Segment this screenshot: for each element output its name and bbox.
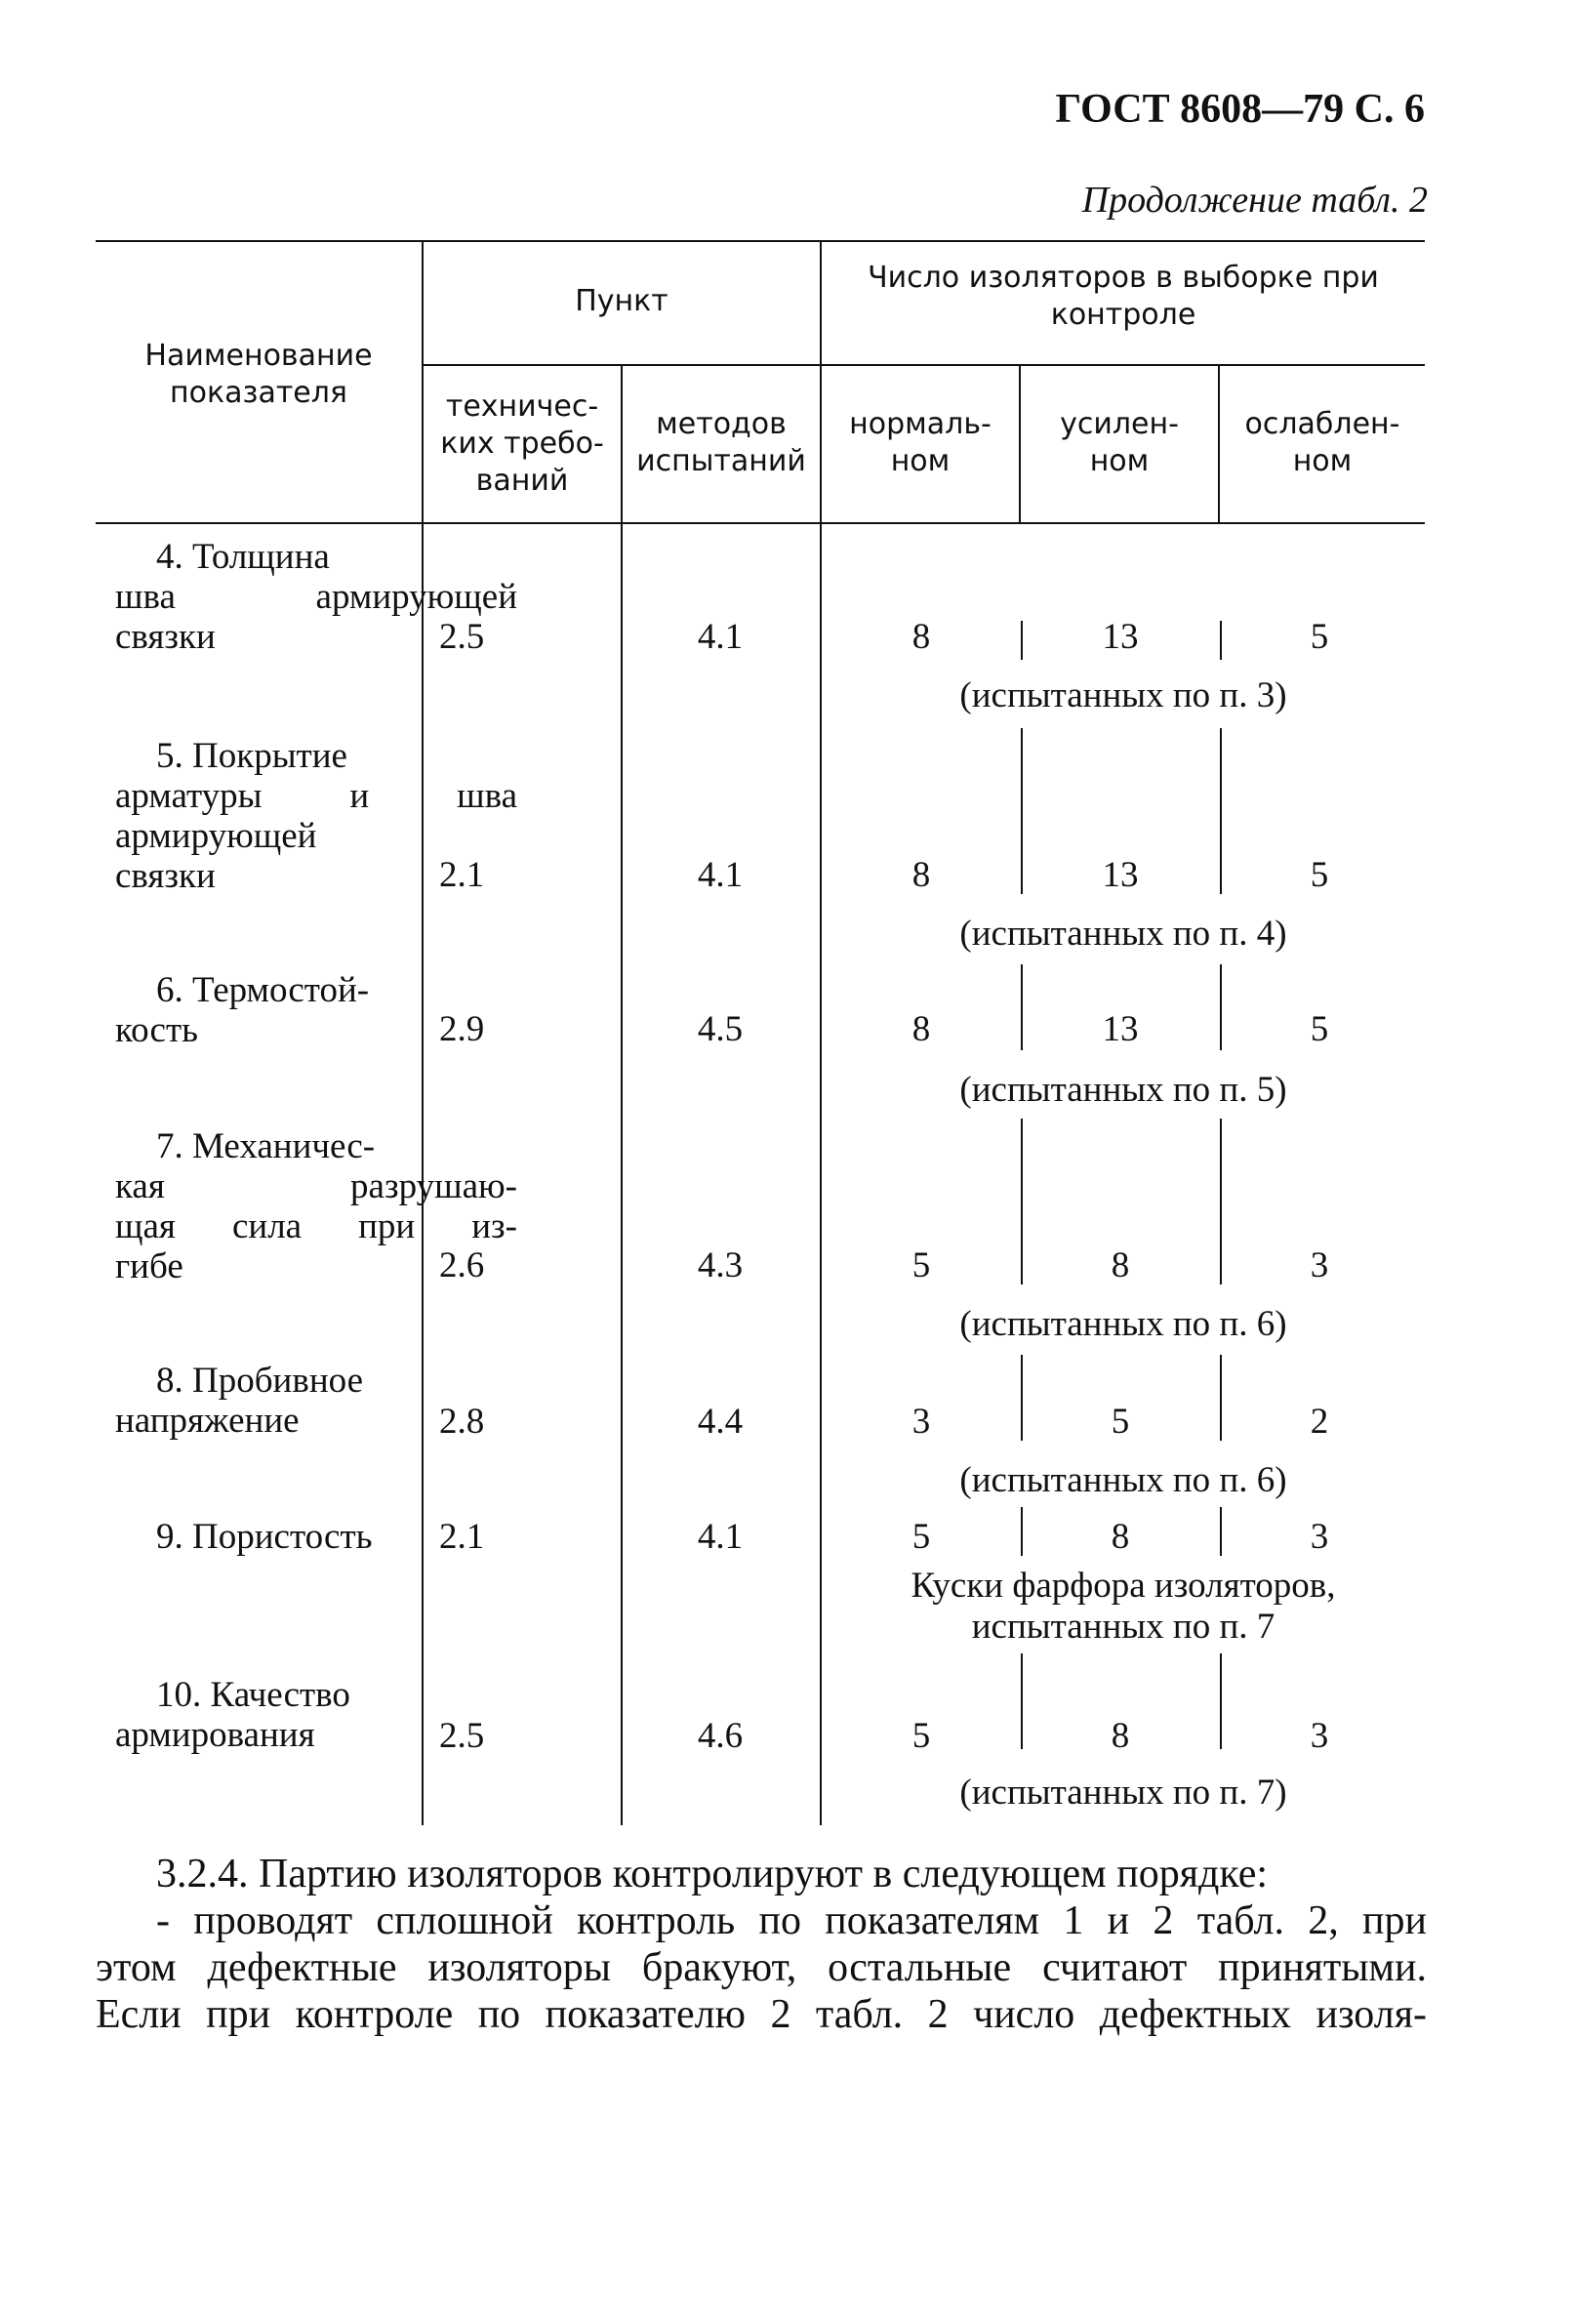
row-note: (испытанных по п. 4): [959, 914, 1287, 954]
count-normal: 5: [911, 1245, 931, 1285]
count-strict: 13: [1102, 617, 1139, 657]
count-separator: [1220, 964, 1222, 1050]
row-name: 4. Толщина шва армирующей связки: [115, 537, 517, 657]
count-separator: [1021, 1119, 1023, 1284]
tech-ref: 2.1: [439, 1517, 485, 1557]
count-strict: 8: [1111, 1245, 1130, 1285]
count-separator: [1021, 621, 1023, 660]
row-name: 10. Качество армирования: [115, 1675, 350, 1755]
count-separator: [1220, 1653, 1222, 1749]
count-separator: [1220, 728, 1222, 894]
count-relaxed: 3: [1310, 1716, 1329, 1756]
count-strict: 13: [1102, 855, 1139, 895]
count-relaxed: 3: [1310, 1517, 1329, 1557]
row-note: Куски фарфора изоляторов, испытанных по п. 7: [911, 1566, 1336, 1647]
count-normal: 8: [911, 1009, 931, 1049]
count-relaxed: 2: [1310, 1402, 1329, 1442]
header-punkt: Пункт: [575, 284, 668, 318]
row-note: (испытанных по п. 6): [959, 1460, 1287, 1500]
table-top-rule: [96, 240, 1425, 242]
tech-ref: 2.9: [439, 1009, 485, 1049]
count-normal: 8: [911, 855, 931, 895]
count-normal: 5: [911, 1716, 931, 1756]
method-ref: 4.5: [697, 1009, 744, 1049]
header-normal: нормаль- ном: [849, 407, 992, 478]
header-indicator-name: Наименование показателя: [144, 339, 373, 410]
header-strict: усилен- ном: [1060, 407, 1179, 478]
header-tech-requirements: техничес- ких требо- ваний: [440, 389, 604, 498]
method-ref: 4.1: [697, 1517, 744, 1557]
count-strict: 5: [1111, 1402, 1130, 1442]
count-strict: 8: [1111, 1716, 1130, 1756]
row-name: 5. Покрытие арматуры и шва армирующей связки: [115, 736, 517, 896]
paragraph-line: Если при контроле по показателю 2 табл. 2 число дефектных изоля-: [96, 1992, 1427, 2037]
tech-ref: 2.8: [439, 1402, 485, 1442]
tech-ref: 2.1: [439, 855, 485, 895]
count-relaxed: 5: [1310, 1009, 1329, 1049]
count-separator: [1220, 1507, 1222, 1556]
row-name: 6. Термостой- кость: [115, 970, 370, 1050]
sampling-table: [96, 240, 1425, 1825]
count-separator: [1220, 1119, 1222, 1284]
method-ref: 4.4: [697, 1402, 744, 1442]
method-ref: 4.3: [697, 1245, 744, 1285]
count-separator: [1021, 964, 1023, 1050]
count-normal: 5: [911, 1517, 931, 1557]
method-ref: 4.1: [697, 855, 744, 895]
count-normal: 3: [911, 1402, 931, 1442]
tech-ref: 2.6: [439, 1245, 485, 1285]
header-bottom-rule: [96, 522, 1425, 524]
row-note: (испытанных по п. 7): [959, 1773, 1287, 1813]
page-header: ГОСТ 8608—79 С. 6: [1055, 87, 1425, 132]
row-note: (испытанных по п. 3): [959, 675, 1287, 715]
count-relaxed: 3: [1310, 1245, 1329, 1285]
count-separator: [1021, 1507, 1023, 1556]
row-name: 9. Пористость: [156, 1517, 373, 1557]
paragraph-line: - проводят сплошной контроль по показателям 1 и 2 табл. 2, при: [156, 1898, 1427, 1943]
count-strict: 13: [1102, 1009, 1139, 1049]
clause-3-2-4: [96, 1851, 1427, 2038]
row-name: 8. Пробивное напряжение: [115, 1361, 363, 1441]
count-separator: [1021, 728, 1023, 894]
header-relaxed: ослаблен- ном: [1244, 407, 1400, 478]
row-name: 7. Механичес- кая разрушаю- щая сила при из- гибе: [115, 1126, 517, 1286]
count-separator: [1021, 1653, 1023, 1749]
row-note: (испытанных по п. 5): [959, 1070, 1287, 1110]
method-ref: 4.1: [697, 617, 744, 657]
header-sample-count: Число изоляторов в выборке при контроле: [868, 261, 1379, 332]
count-normal: 8: [911, 617, 931, 657]
table-continuation-label: Продолжение табл. 2: [1081, 180, 1428, 221]
count-strict: 8: [1111, 1517, 1130, 1557]
count-separator: [1021, 1355, 1023, 1441]
method-ref: 4.6: [697, 1716, 744, 1756]
header-mid-rule: [424, 364, 1425, 366]
paragraph-line: 3.2.4. Партию изоляторов контролируют в следующем порядке:: [156, 1852, 1269, 1896]
count-separator: [1220, 1355, 1222, 1441]
row-note: (испытанных по п. 6): [959, 1304, 1287, 1344]
count-separator: [1220, 621, 1222, 660]
tech-ref: 2.5: [439, 617, 485, 657]
count-relaxed: 5: [1310, 617, 1329, 657]
tech-ref: 2.5: [439, 1716, 485, 1756]
paragraph-line: этом дефектные изоляторы бракуют, остальные считают принятыми.: [96, 1945, 1427, 1990]
col-rule-2: [621, 364, 623, 1825]
header-test-methods: методов испытаний: [636, 407, 806, 478]
count-relaxed: 5: [1310, 855, 1329, 895]
